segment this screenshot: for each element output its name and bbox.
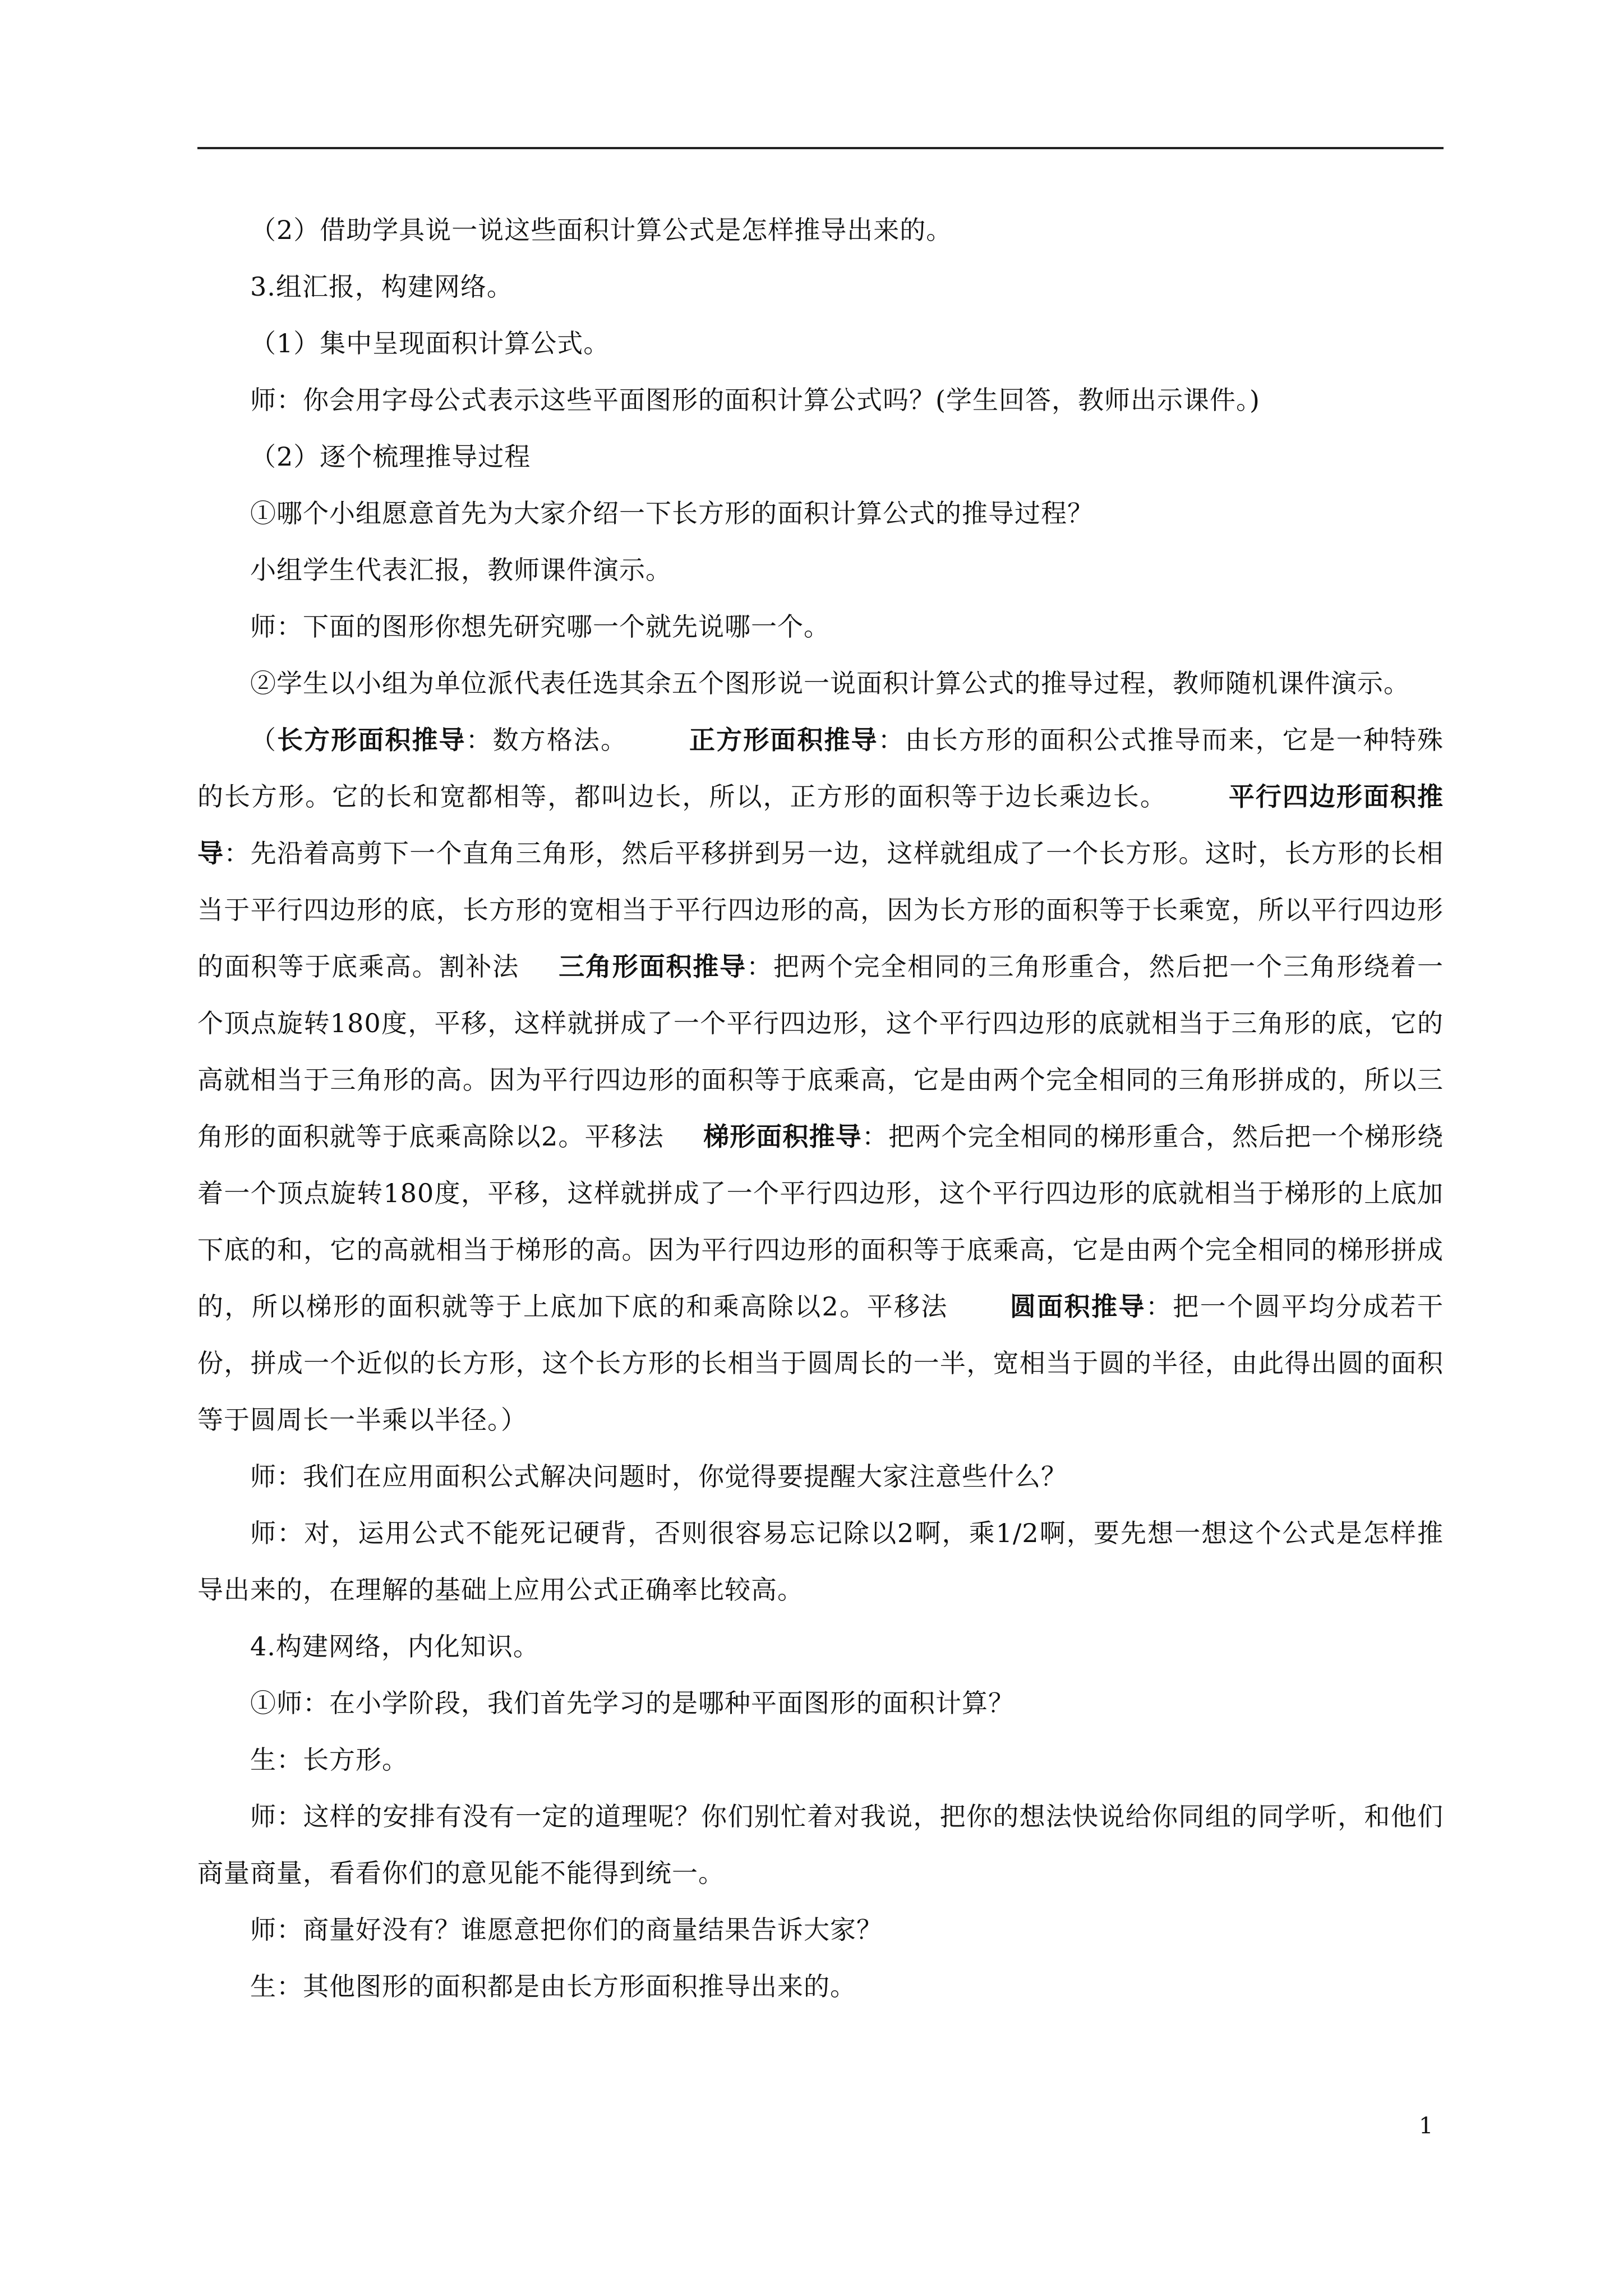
paragraph-item-1: ①哪个小组愿意首先为大家介绍一下长方形的面积计算公式的推导过程？	[250, 498, 1094, 528]
paragraph-step-2: （2）借助学具说一说这些面积计算公式是怎样推导出来的。	[250, 215, 953, 245]
paragraph-student-answer: 生：长方形。	[250, 1745, 408, 1775]
parallelogram-derivation-text: ：先沿着高剪下一个直角三角形，然后平移拼到另一边，这样就组成了一个长方形。这时，长方形的长相当于平行四边形的底，长方形的宽相当于平行四边形的高，因为长方形的面积等于长乘宽，所以平行四边形的面积等于底乘高。割补法	[197, 838, 1444, 982]
paragraph-teacher-discuss: 师：这样的安排有没有一定的道理呢？你们别忙着对我说，把你的想法快说给你同组的同学听，和他们商量商量，看看你们的意见能不能得到统一。	[197, 1801, 1444, 1888]
parallelogram-derivation-title: 平行四边形面积推导	[197, 781, 1444, 868]
triangle-derivation-text: ：把两个完全相同的三角形重合，然后把一个三角形绕着一个顶点旋转180度，平移，这样就拼成了一个平行四边形，这个平行四边形的底就相当于三角形的底，它的高就相当于三角形的高。因为平行四边形的面积等于底乘高，它是由两个完全相同的三角形拼成的，所以三角形的面积就等于底乘高除以2。平移法	[197, 951, 1444, 1152]
square-derivation-title: 正方形面积推导	[689, 725, 878, 755]
document-body	[197, 202, 1444, 2015]
trapezoid-derivation-title: 梯形面积推导	[703, 1121, 862, 1152]
paragraph-teacher-explain: 师：对，运用公式不能死记硬背，否则很容易忘记除以2啊，乘1/2啊，要先想一想这个公式是怎样推导出来的，在理解的基础上应用公式正确率比较高。	[197, 1518, 1444, 1605]
rect-derivation-title: 长方形面积推导	[277, 725, 466, 755]
paragraph-teacher-ask: 师：我们在应用面积公式解决问题时，你觉得要提醒大家注意些什么？	[250, 1461, 1067, 1492]
square-derivation-text: ：由长方形的面积公式推导而来，它是一种特殊的长方形。它的长和宽都相等，都叫边长，所以，正方形的面积等于边长乘边长。	[197, 725, 1444, 812]
paragraph-step-2-review: （2）逐个梳理推导过程	[250, 441, 531, 472]
paragraph-derivations	[197, 712, 1444, 1448]
open-paren: （	[250, 725, 278, 755]
paragraph-section-3: 3.组汇报，构建网络。	[250, 272, 513, 302]
paragraph-section-4: 4.构建网络，内化知识。	[250, 1631, 540, 1662]
circle-derivation-title: 圆面积推导	[1009, 1291, 1146, 1322]
circle-derivation-text: ：把一个圆平均分成若干份，拼成一个近似的长方形，这个长方形的长相当于圆周长的一半，宽相当于圆的半径，由此得出圆的面积等于圆周长一半乘以半径。）	[197, 1291, 1444, 1435]
paragraph-teacher-followup: 师：商量好没有？谁愿意把你们的商量结果告诉大家？	[250, 1915, 883, 1945]
paragraph-teacher-question-2: ①师：在小学阶段，我们首先学习的是哪种平面图形的面积计算？	[250, 1688, 1015, 1718]
paragraph-step-1: （1）集中呈现面积计算公式。	[250, 328, 610, 358]
page-number: 1	[1419, 2113, 1433, 2139]
rect-derivation-text: ：数方格法。	[465, 725, 628, 755]
paragraph-item-2: ②学生以小组为单位派代表任选其余五个图形说一说面积计算公式的推导过程，教师随机课件演示。	[250, 668, 1410, 698]
paragraph-teacher-question: 师：你会用字母公式表示这些平面图形的面积计算公式吗？(学生回答，教师出示课件。)	[250, 385, 1260, 415]
header-rule	[197, 147, 1444, 149]
paragraph-student-conclusion: 生：其他图形的面积都是由长方形面积推导出来的。	[250, 1971, 856, 2001]
triangle-derivation-title: 三角形面积推导	[559, 951, 746, 982]
paragraph-group-report: 小组学生代表汇报，教师课件演示。	[250, 555, 672, 585]
trapezoid-derivation-text: ：把两个完全相同的梯形重合，然后把一个梯形绕着一个顶点旋转180度，平移，这样就拼成了一个平行四边形，这个平行四边形的底就相当于梯形的上底加下底的和，它的高就相当于梯形的高。因为平行四边形的面积等于底乘高，它是由两个完全相同的梯形拼成的，所以梯形的面积就等于上底加下底的和乘高除以2。平移法	[197, 1121, 1444, 1322]
paragraph-teacher-prompt: 师：下面的图形你想先研究哪一个就先说哪一个。	[250, 611, 830, 642]
